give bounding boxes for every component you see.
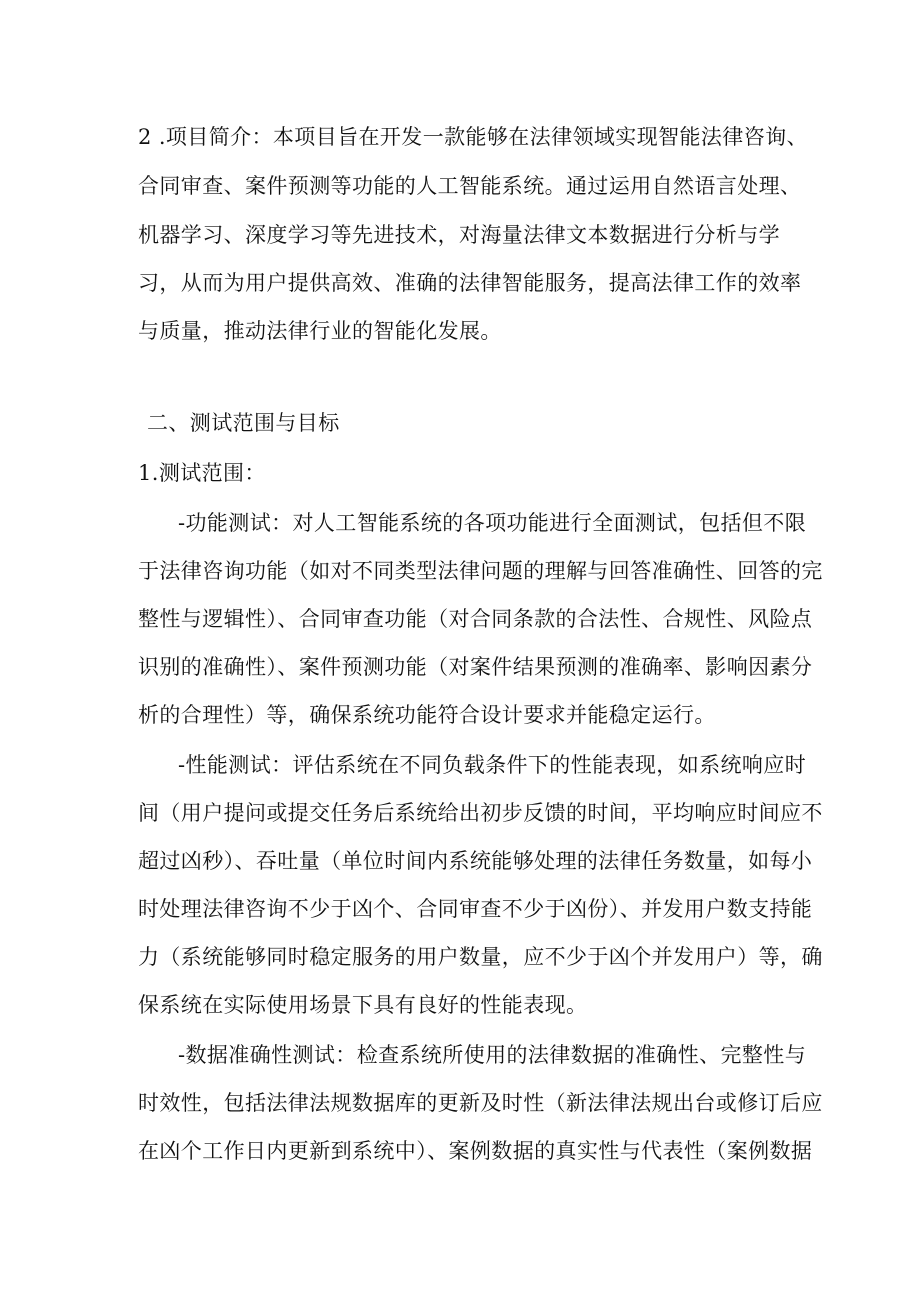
project-intro-line-2: 合同审查、案件预测等功能的人工智能系统。通过运用自然语言处理、 [138, 174, 802, 198]
performance-test-line-5: 力（系统能够同时稳定服务的用户数量，应不少于凶个并发用户）等，确 [138, 945, 823, 969]
project-intro-line-4: 习，从而为用户提供高效、准确的法律智能服务，提高法律工作的效率 [138, 271, 802, 295]
performance-test-line-2: 间（用户提问或提交任务后系统给出初步反馈的时间，平均响应时间应不 [138, 801, 823, 825]
data-accuracy-test-line-2: 时效性，包括法律法规数据库的更新及时性（新法律法规出台或修订后应 [138, 1091, 823, 1115]
functional-test-line-2: 于法律咨询功能（如对不同类型法律问题的理解与回答准确性、回答的完 [138, 559, 823, 583]
project-intro-line-3: 机器学习、深度学习等先进技术，对海量法律文本数据进行分析与学 [138, 223, 780, 247]
functional-test-line-3: 整性与逻辑性）、合同审查功能（对合同条款的合法性、合规性、风险点 [138, 607, 813, 631]
data-accuracy-test-line-3: 在凶个工作日内更新到系统中）、案例数据的真实性与代表性（案例数据 [138, 1139, 813, 1163]
performance-test-line-3: 超过凶秒）、吞吐量（单位时间内系统能够处理的法律任务数量，如每小 [138, 849, 813, 873]
functional-test-line-1: -功能测试：对人工智能系统的各项功能进行全面测试，包括但不限 [178, 511, 807, 535]
performance-test-line-4: 时处理法律咨询不少于凶个、合同审查不少于凶份）、并发用户数支持能 [138, 897, 813, 921]
functional-test-line-5: 析的合理性）等，确保系统功能符合设计要求并能稳定运行。 [138, 703, 716, 727]
performance-test-line-6: 保系统在实际使用场景下具有良好的性能表现。 [138, 993, 588, 1017]
performance-test-line-1: -性能测试：评估系统在不同负载条件下的性能表现，如系统响应时 [178, 753, 807, 777]
data-accuracy-test-line-1: -数据准确性测试：检查系统所使用的法律数据的准确性、完整性与 [178, 1043, 807, 1067]
project-intro-line-1: 2 .项目简介：本项目旨在开发一款能够在法律领域实现智能法律咨询、 [138, 125, 808, 149]
subsection-heading: 1.测试范围： [138, 461, 266, 485]
functional-test-line-4: 识别的准确性）、案件预测功能（对案件结果预测的准确率、影响因素分 [138, 655, 813, 679]
section-heading: 二、测试范围与目标 [147, 411, 340, 435]
project-intro-line-5: 与质量，推动法律行业的智能化发展。 [138, 319, 502, 343]
